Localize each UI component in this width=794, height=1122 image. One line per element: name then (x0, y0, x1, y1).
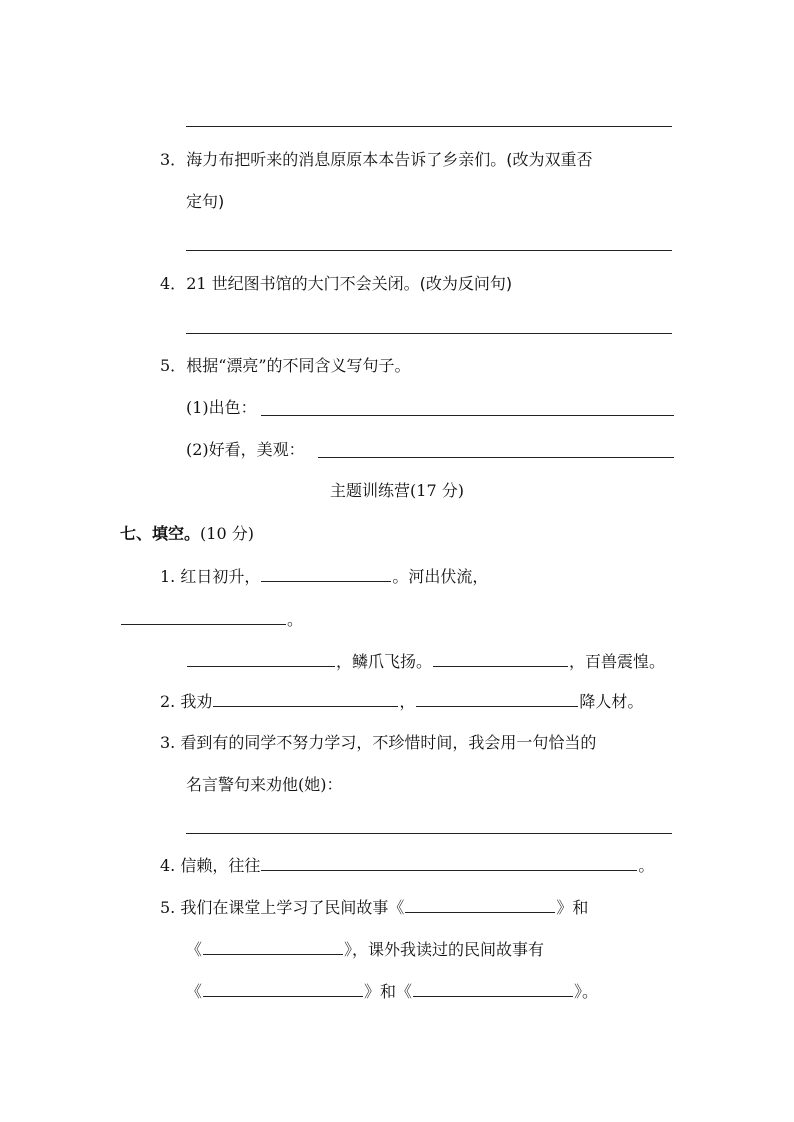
section-points: (10 分) (200, 524, 254, 543)
blank-10[interactable] (203, 982, 363, 997)
blank-3[interactable] (187, 652, 335, 667)
fill-question-5 (160, 898, 588, 918)
question-text: ，鳞爪飞扬。 (336, 652, 433, 671)
question-instruction-continued: 定句) (186, 192, 225, 211)
question-text: 《 (186, 940, 203, 959)
fill-question-3-line2: 名言警句来劝他(她)： (186, 775, 343, 794)
answer-line-q4[interactable] (186, 333, 672, 334)
question-number: 4． (160, 274, 187, 293)
fill-question-4 (160, 856, 654, 876)
blank-9[interactable] (203, 940, 343, 955)
blank-6[interactable] (416, 692, 578, 707)
blank-8[interactable] (405, 898, 555, 913)
fill-question-5-line3 (186, 982, 598, 1002)
question-instruction: (改为双重否 (506, 150, 593, 169)
question-text: 。 (638, 856, 655, 875)
question-text: 》。 (574, 982, 599, 1001)
question-number: 2. (160, 692, 176, 711)
sub-question-2: (2)好看，美观： (186, 440, 305, 459)
question-text: 《 (186, 982, 203, 1001)
question-number: 3． (160, 150, 187, 169)
question-text: 海力布把听来的消息原原本本告诉了乡亲们。 (186, 150, 507, 169)
fill-question-3 (160, 733, 596, 753)
question-number: 5． (160, 356, 187, 375)
section-heading (120, 524, 254, 544)
question-instruction: (改为反问句) (419, 274, 513, 293)
question-text: 》，课外我读过的民间故事有 (344, 940, 545, 959)
question-text: 》和《 (364, 982, 413, 1001)
answer-line-7-3[interactable] (186, 833, 672, 834)
question-number: 4. (160, 856, 176, 875)
section-title: 主题训练营(17 分) (330, 481, 464, 500)
blank-1[interactable] (261, 567, 391, 582)
sub-question-1: (1)出色： (186, 398, 257, 417)
blank-11[interactable] (413, 982, 573, 997)
question-text: 21 世纪图书馆的大门不会关闭。 (186, 274, 420, 293)
answer-line-q2[interactable] (186, 126, 672, 127)
question-4 (160, 274, 512, 294)
question-text: 降人材。 (579, 692, 644, 711)
fill-question-1-line3 (186, 652, 665, 672)
fill-question-2 (160, 692, 643, 712)
question-5 (160, 356, 411, 376)
question-text: ，百兽震惶。 (569, 652, 666, 671)
question-text: 我劝 (180, 692, 213, 711)
answer-line-q5-2[interactable] (318, 457, 674, 458)
blank-5[interactable] (213, 692, 398, 707)
question-number: 5. (160, 898, 176, 917)
answer-line-q3[interactable] (186, 250, 672, 251)
question-number: 3. (160, 733, 176, 752)
fill-question-5-line2 (186, 940, 544, 960)
question-text: 。河出伏流， (392, 567, 489, 586)
question-text: 红日初升， (180, 567, 261, 586)
answer-line-q5-1[interactable] (261, 415, 674, 416)
section-heading-text: 七、填空。 (120, 524, 201, 543)
question-text: 根据“漂亮”的不同含义写句子。 (186, 356, 411, 375)
question-text: 。 (287, 610, 304, 629)
fill-question-1 (160, 567, 488, 587)
question-text: 我们在课堂上学习了民间故事《 (180, 898, 405, 917)
blank-7[interactable] (261, 856, 637, 871)
blank-2[interactable] (121, 610, 286, 625)
blank-4[interactable] (433, 652, 568, 667)
question-text: ， (399, 692, 416, 711)
question-text: 信赖，往往 (180, 856, 261, 875)
question-text: 看到有的同学不努力学习，不珍惜时间，我会用一句恰当的 (180, 733, 597, 752)
question-text: 》和 (556, 898, 589, 917)
fill-question-1-line2 (120, 610, 303, 630)
question-number: 1. (160, 567, 176, 586)
question-3 (160, 150, 592, 170)
